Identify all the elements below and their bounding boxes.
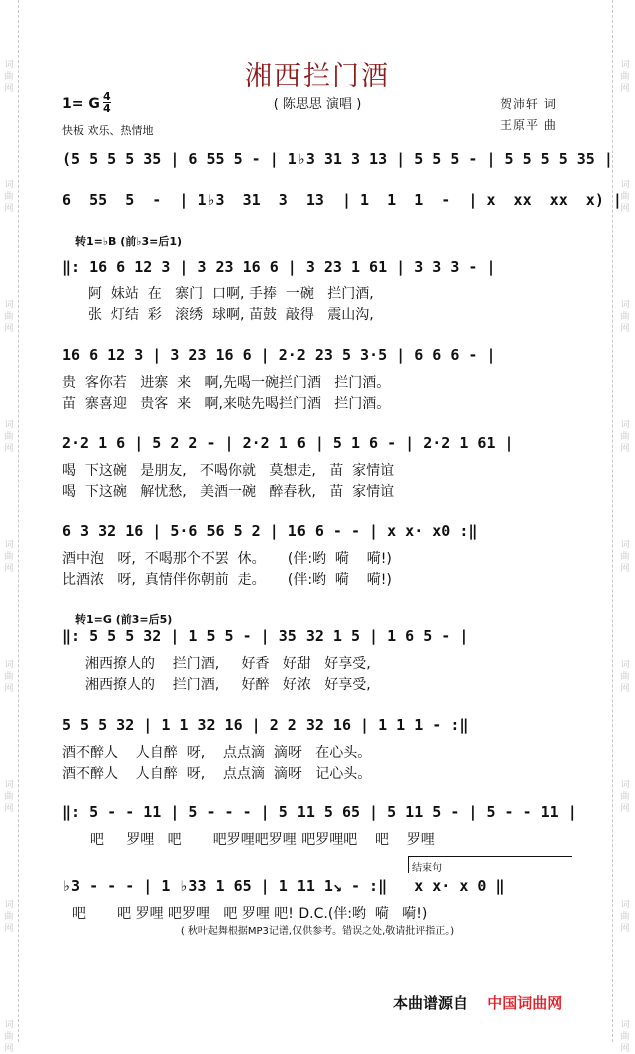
- key-signature: 1= G: [62, 96, 100, 112]
- watermark-char: 曲: [620, 1032, 630, 1042]
- watermark-char: 曲: [4, 1032, 14, 1042]
- watermark-char: 词: [620, 420, 630, 430]
- modulation-marking: 转1=G (前3=后5): [75, 613, 173, 626]
- left-border: [18, 0, 19, 1042]
- watermark-char: 词: [4, 1020, 14, 1030]
- watermark-char: 词: [620, 900, 630, 910]
- lyric-line: 苗 寨喜迎 贵客 来 啊,来哒先喝拦门酒 拦门酒。: [62, 396, 391, 412]
- music-line: ♭3 - - - | 1 ♭33 1 65 | 1 11 1↘ - :‖ x x· x 0 ‖: [62, 877, 505, 895]
- watermark-char: 网: [4, 684, 14, 694]
- watermark-char: 曲: [620, 672, 630, 682]
- modulation-marking: 转1=♭B (前♭3=后1): [75, 235, 183, 248]
- watermark-char: 网: [620, 804, 630, 814]
- watermark-char: 曲: [620, 72, 630, 82]
- watermark-char: 网: [4, 204, 14, 214]
- watermark-char: 词: [620, 540, 630, 550]
- watermark-char: 曲: [4, 912, 14, 922]
- music-line: ‖: 5 5 5 32 | 1 5 5 - | 35 32 1 5 | 1 6 5 - |: [62, 627, 469, 645]
- watermark-char: 网: [620, 1044, 630, 1054]
- watermark-char: 曲: [4, 792, 14, 802]
- watermark-char: 网: [620, 564, 630, 574]
- lyric-line: 吧 罗哩 吧 吧罗哩吧罗哩 吧罗哩吧 吧 罗哩: [90, 832, 435, 848]
- lyric-line: 张 灯结 彩 滚绣 球啊, 苗鼓 敲得 震山沟,: [88, 307, 374, 323]
- ending-label: 结束句: [412, 863, 442, 874]
- music-line: 16 6 12 3 | 3 23 16 6 | 2·2 23 5 3·5 | 6 6 6 - |: [62, 346, 496, 364]
- time-signature-bottom: 4: [103, 102, 111, 115]
- watermark-char: 网: [620, 324, 630, 334]
- lyric-line: 比酒浓 呀, 真情伴你朝前 走。 (伴:哟 嗬 嗬!): [62, 572, 392, 588]
- watermark-char: 词: [4, 180, 14, 190]
- watermark-char: 词: [4, 300, 14, 310]
- watermark-char: 曲: [4, 552, 14, 562]
- ending-bracket: [408, 856, 572, 873]
- watermark-char: 曲: [4, 192, 14, 202]
- watermark-char: 词: [4, 660, 14, 670]
- music-line: (5 5 5 5 35 | 6 55 5 - | 1♭3 31 3 13 | 5 5 5 - | 5 5 5 5 35 |: [62, 150, 613, 168]
- singer: ( 陈思思 演唱 ): [273, 97, 362, 112]
- watermark-char: 网: [4, 324, 14, 334]
- lyric-line: 湘西撩人的 拦门酒, 好醉 好浓 好享受,: [85, 677, 371, 693]
- music-line: ‖: 5 - - 11 | 5 - - - | 5 11 5 65 | 5 11 5 - | 5 - - 11 |: [62, 803, 577, 821]
- watermark-char: 词: [620, 60, 630, 70]
- watermark-char: 网: [4, 1044, 14, 1054]
- music-line: 5 5 5 32 | 1 1 32 16 | 2 2 32 16 | 1 1 1 - :‖: [62, 716, 469, 734]
- lyric-line: 酒不醉人 人自醉 呀, 点点滴 滴呀 在心头。: [62, 745, 372, 761]
- watermark-char: 曲: [4, 312, 14, 322]
- time-signature: [103, 91, 111, 114]
- lyric-line: 喝 下这碗 解忧愁, 美酒一碗 醉春秋, 苗 家情谊: [62, 484, 395, 500]
- site-link[interactable]: 中国词曲网: [487, 994, 563, 1012]
- source-footer: [393, 992, 562, 1013]
- watermark-char: 曲: [4, 432, 14, 442]
- lyric-line: 酒中泡 呀, 不喝那个不罢 休。 (伴:哟 嗬 嗬!): [62, 551, 392, 567]
- watermark-char: 曲: [620, 192, 630, 202]
- lyric-line: 酒不醉人 人自醉 呀, 点点滴 滴呀 记心头。: [62, 766, 372, 782]
- watermark-char: 词: [4, 540, 14, 550]
- watermark-char: 词: [620, 1020, 630, 1030]
- watermark-char: 曲: [620, 552, 630, 562]
- watermark-char: 曲: [620, 792, 630, 802]
- lyricist: 贺沛轩 词: [500, 97, 557, 111]
- watermark-char: 词: [4, 900, 14, 910]
- music-line: ‖: 16 6 12 3 | 3 23 16 6 | 3 23 1 61 | 3 3 3 - |: [62, 258, 496, 276]
- watermark-char: 网: [620, 84, 630, 94]
- watermark-char: 词: [620, 180, 630, 190]
- music-line: 2·2 1 6 | 5 2 2 - | 2·2 1 6 | 5 1 6 - | 2·2 1 61 |: [62, 434, 514, 452]
- watermark-char: 词: [620, 780, 630, 790]
- watermark-char: 网: [4, 444, 14, 454]
- time-signature-top: 4: [103, 90, 111, 103]
- lyric-line: 湘西撩人的 拦门酒, 好香 好甜 好享受,: [85, 656, 371, 672]
- watermark-char: 网: [620, 444, 630, 454]
- source-label: 本曲谱源自: [393, 994, 469, 1012]
- watermark-char: 网: [4, 924, 14, 934]
- watermark-char: 网: [620, 924, 630, 934]
- watermark-char: 曲: [620, 432, 630, 442]
- lyric-line: 吧 吧 罗哩 吧罗哩 吧 罗哩 吧! D.C.(伴:哟 嗬 嗬!): [72, 906, 428, 922]
- watermark-char: 词: [4, 60, 14, 70]
- music-line: 6 3 32 16 | 5·6 56 5 2 | 16 6 - - | x x· x0 :‖: [62, 522, 478, 540]
- lyric-line: 贵 客你若 进寨 来 啊,先喝一碗拦门酒 拦门酒。: [62, 375, 391, 391]
- watermark-char: 网: [4, 804, 14, 814]
- watermark-char: 词: [620, 660, 630, 670]
- song-title: 湘西拦门酒: [245, 61, 390, 92]
- tempo-marking: 快板 欢乐、热情地: [62, 124, 154, 137]
- music-line: 6 55 5 - | 1♭3 31 3 13 | 1 1 1 - | x xx xx x) |: [62, 191, 622, 209]
- watermark-char: 曲: [4, 672, 14, 682]
- watermark-char: 网: [620, 204, 630, 214]
- watermark-char: 词: [4, 780, 14, 790]
- lyric-line: 阿 妹站 在 寨门 口啊, 手捧 一碗 拦门酒,: [88, 286, 374, 302]
- watermark-char: 网: [620, 684, 630, 694]
- watermark-char: 曲: [620, 912, 630, 922]
- watermark-char: 曲: [620, 312, 630, 322]
- watermark-char: 曲: [4, 72, 14, 82]
- lyric-line: 喝 下这碗 是朋友, 不喝你就 莫想走, 苗 家情谊: [62, 463, 395, 479]
- composer: 王原平 曲: [500, 118, 557, 132]
- watermark-char: 词: [4, 420, 14, 430]
- watermark-char: 网: [4, 84, 14, 94]
- watermark-char: 词: [620, 300, 630, 310]
- watermark-char: 网: [4, 564, 14, 574]
- transcriber-note: ( 秋叶起舞根据MP3记谱,仅供参考。错误之处,敬请批评指正。): [180, 926, 455, 937]
